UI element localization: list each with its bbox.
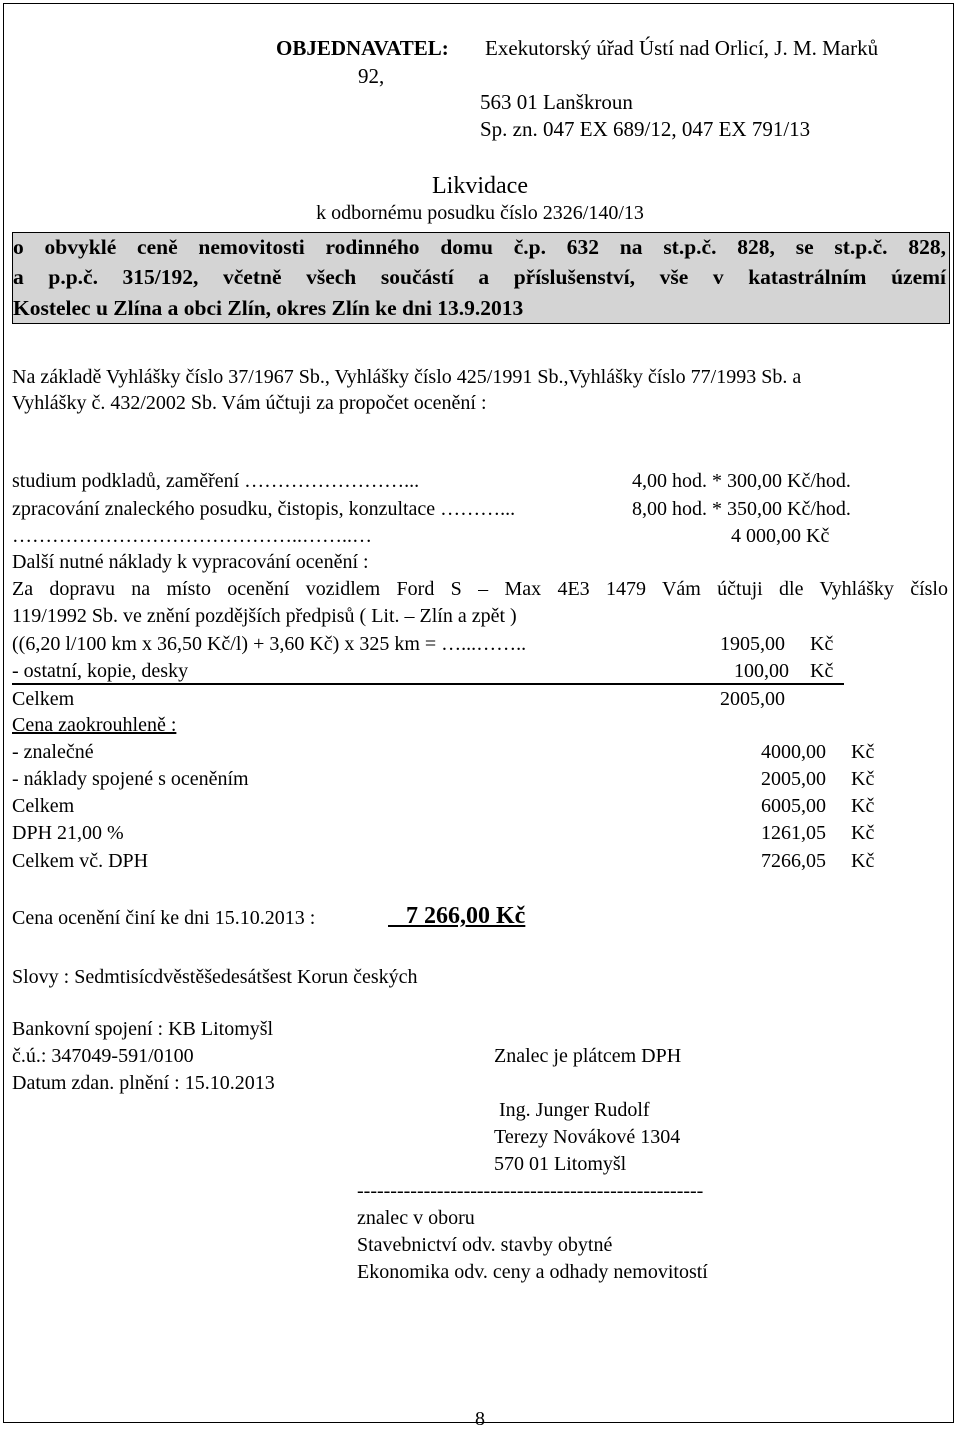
travel-line2: 119/1992 Sb. ve znění pozdějších předpisů ( Lit. – Zlín a zpět ) — [12, 605, 517, 627]
summary-row-label: - znalečné — [12, 741, 94, 763]
orderer-line1: Exekutorský úřad Ústí nad Orlicí, J. M. Marků — [485, 36, 879, 60]
work-item-rate: 4,00 hod. * 300,00 Kč/hod. — [632, 470, 851, 492]
expert-field-label: znalec v oboru — [357, 1207, 475, 1229]
summary-row-currency: Kč — [851, 822, 875, 844]
misc-label: - ostatní, kopie, desky — [12, 660, 189, 682]
summary-row-currency: Kč — [851, 768, 875, 790]
vat-payer-note: Znalec je plátcem DPH — [494, 1045, 682, 1067]
work-total-dots: ……………………………………..……..… — [12, 525, 372, 547]
misc-amount: 100,00 — [734, 660, 789, 682]
travel-calc: ((6,20 l/100 km x 36,50 Kč/l) + 3,60 Kč) x 325 km = …...…….. — [12, 633, 527, 655]
bank-connection: Bankovní spojení : KB Litomyšl — [12, 1018, 274, 1040]
summary-row-amount: 6005,00 — [761, 795, 826, 817]
summary-row-amount: 2005,00 — [761, 768, 826, 790]
summary-row-amount: 1261,05 — [761, 822, 826, 844]
account-number: č.ú.: 347049-591/0100 — [12, 1045, 194, 1067]
page-number: 8 — [475, 1408, 485, 1430]
summary-row-label: - náklady spojené s oceněním — [12, 768, 249, 790]
summary-row-label: Celkem — [12, 795, 75, 817]
document-title: Likvidace — [432, 173, 528, 199]
subject-line1: o obvyklé ceně nemovitosti rodinného domu č.p. 632 na st.p.č. 828, se st.p.č. 828, — [13, 235, 946, 259]
expert-field-1: Stavebnictví odv. stavby obytné — [357, 1234, 613, 1256]
summary-row-amount: 7266,05 — [761, 850, 826, 872]
expert-city: 570 01 Litomyšl — [494, 1153, 627, 1175]
travel-amount: 1905,00 — [720, 633, 785, 655]
work-total-amount: 4 000,00 Kč — [731, 525, 830, 547]
work-item-rate: 8,00 hod. * 350,00 Kč/hod. — [632, 498, 851, 520]
subtotal-rule — [12, 683, 844, 685]
other-costs-heading: Další nutné náklady k vypracování ocenění : — [12, 551, 369, 573]
expert-street: Terezy Novákové 1304 — [494, 1126, 681, 1148]
summary-row-label: Celkem vč. DPH — [12, 850, 149, 872]
summary-row-currency: Kč — [851, 741, 875, 763]
final-price-amount: 7 266,00 Kč — [388, 903, 526, 929]
taxable-date: Datum zdan. plnění : 15.10.2013 — [12, 1072, 275, 1094]
amount-in-words: Slovy : Sedmtisícdvěstěšedesátšest Korun českých — [12, 966, 418, 988]
subtotal-amount: 2005,00 — [720, 688, 785, 710]
subject-line2: a p.p.č. 315/192, včetně všech součástí a příslušenství, vše v katastrálním území — [13, 265, 946, 289]
orderer-line2: 92, — [358, 64, 385, 88]
summary-row-amount: 4000,00 — [761, 741, 826, 763]
summary-row-currency: Kč — [851, 850, 875, 872]
summary-row-label: DPH 21,00 % — [12, 822, 124, 844]
travel-line1: Za dopravu na místo ocenění vozidlem Ford S – Max 4E3 1479 Vám účtuji dle Vyhlášky číslo — [12, 578, 948, 600]
orderer-line4: Sp. zn. 047 EX 689/12, 047 EX 791/13 — [480, 117, 811, 141]
basis-line1: Na základě Vyhlášky číslo 37/1967 Sb., Vyhlášky číslo 425/1991 Sb.,Vyhlášky číslo 77/1993 Sb. a — [12, 366, 802, 388]
expert-name: Ing. Junger Rudolf — [499, 1099, 650, 1121]
orderer-label: OBJEDNAVATEL: — [276, 36, 449, 60]
summary-row-currency: Kč — [851, 795, 875, 817]
expert-field-2: Ekonomika odv. ceny a odhady nemovitostí — [357, 1261, 708, 1283]
orderer-line3: 563 01 Lanškroun — [480, 90, 633, 114]
work-item-label: zpracování znaleckého posudku, čistopis, konzultace ………... — [12, 498, 516, 520]
summary-heading: Cena zaokrouhleně : — [12, 714, 177, 736]
final-price-label: Cena ocenění činí ke dni 15.10.2013 : — [12, 907, 316, 929]
basis-line2: Vyhlášky č. 432/2002 Sb. Vám účtuji za propočet ocenění : — [12, 392, 487, 414]
work-item-label: studium podkladů, zaměření ……………………... — [12, 470, 420, 492]
misc-currency: Kč — [810, 660, 834, 682]
subject-line3: Kostelec u Zlína a obci Zlín, okres Zlín ke dni 13.9.2013 — [13, 296, 524, 320]
travel-currency: Kč — [810, 633, 834, 655]
subtotal-label: Celkem — [12, 688, 75, 710]
signature-dashes: ---------------------------------------------------- — [357, 1180, 704, 1202]
document-subtitle: k odbornému posudku číslo 2326/140/13 — [316, 202, 644, 224]
